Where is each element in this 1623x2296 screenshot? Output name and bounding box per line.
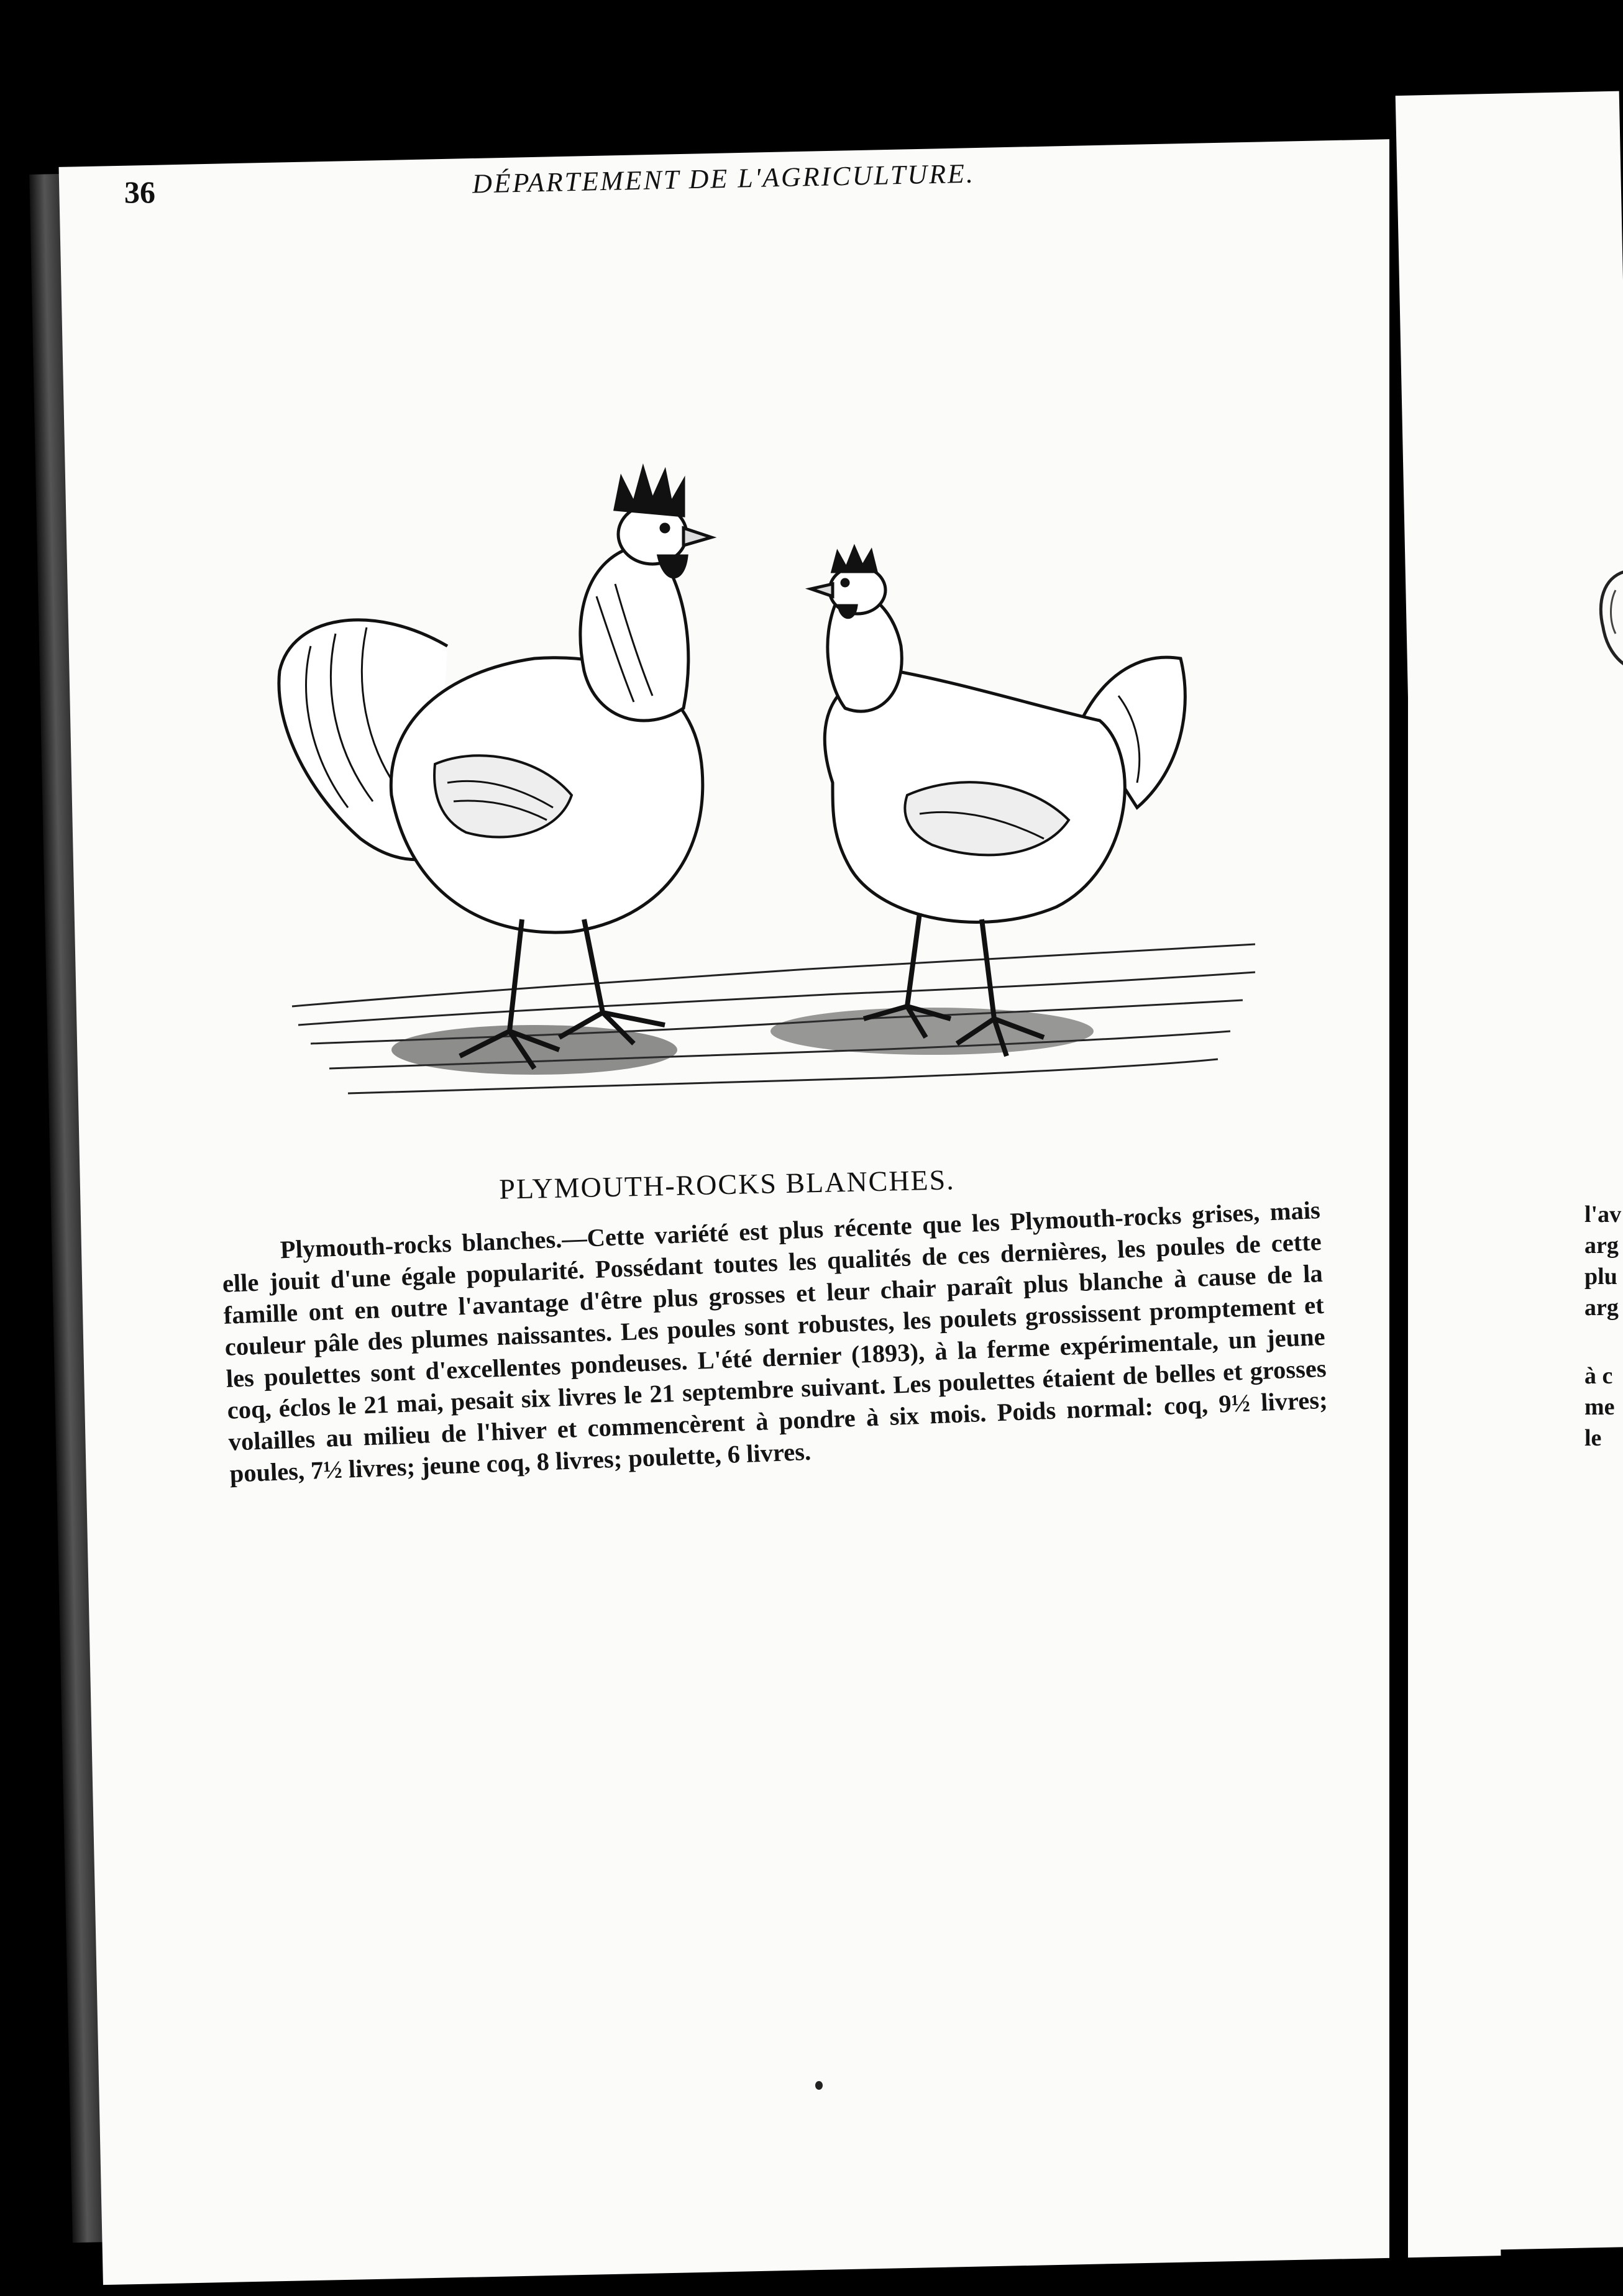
right-fragment-line: plu [1584,1264,1617,1290]
right-page-illustration-fragment [1591,565,1623,690]
running-title: DÉPARTEMENT DE L'AGRICULTURE. [472,158,976,199]
page-number: 36 [124,175,155,209]
ground-shading [292,944,1255,1093]
right-fragment-line: arg [1584,1295,1619,1321]
ink-speck [815,2081,823,2090]
right-fragment-line: l'av [1584,1201,1622,1228]
right-fragment-line: à c [1584,1363,1613,1389]
chicken-illustration [186,323,1274,1180]
illustration-caption: PLYMOUTH-ROCKS BLANCHES. [498,1164,956,1205]
right-fragment-line: le [1584,1425,1602,1451]
right-fragment-line: me [1584,1394,1615,1420]
right-fragment-line: arg [1584,1232,1619,1259]
body-paragraph: Plymouth-rocks blanches.—Cette variété est plus récente que les Plymouth-rocks grises, mais elle jouit d'une égale popularité. Possédant toutes les qualités de ces dernières, les poules de cette famille ont en outre l'avantage d'être plus grosses et leur chair paraît plus blanche à cause de la couleur pâle des plumes naissantes. Les poules sont robustes, les poulets grossissent promptement et les poulettes sont d'excellentes pondeuses. L'été dernier (1893), à la ferme expérimentale, un jeune coq, éclos le 21 mai, pesait six livres le 21 septembre suivant. Les poulettes étaient de belles et grosses volailles au milieu de l'hiver et commencèrent à pondre à six mois. Poids normal: coq, 9½ livres; poules, 7½ livres; jeune coq, 8 livres; poulette, 6 livres. [222,1196,1328,1488]
right-page-text-fragments [1584,1199,1623,1454]
rooster [279,469,711,1068]
